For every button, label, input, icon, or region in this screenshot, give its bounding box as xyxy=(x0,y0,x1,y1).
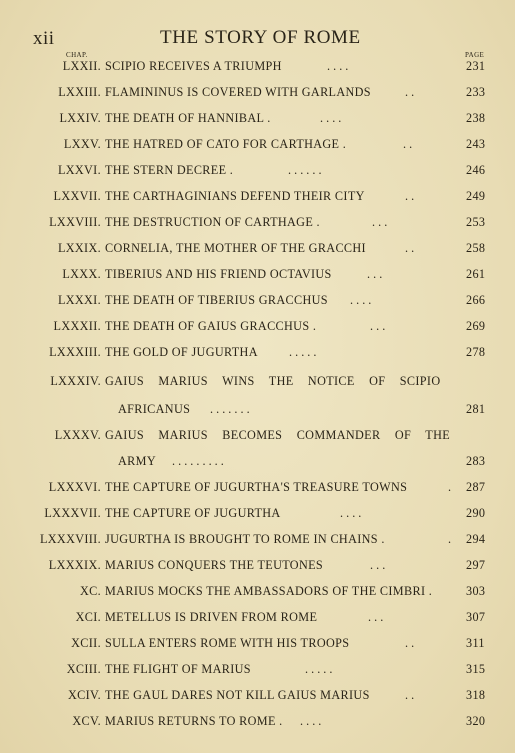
page-ref: 253 xyxy=(466,215,486,229)
toc-entry xyxy=(0,293,515,311)
chapter-number: LXXXV. xyxy=(54,428,101,442)
page-ref: 297 xyxy=(466,558,486,572)
dot-leader: . . xyxy=(405,85,415,99)
dot-leader: . . . . . . . xyxy=(210,402,250,416)
page-column-label: PAGE xyxy=(465,51,485,59)
chapter-number: LXXX. xyxy=(62,267,101,281)
chapter-title: THE GOLD OF JUGURTHA xyxy=(105,345,258,359)
page-ref: 315 xyxy=(466,662,486,676)
chapter-title: THE STERN DECREE . xyxy=(105,163,234,177)
page-ref: 281 xyxy=(466,402,486,416)
chapter-title: THE DEATH OF HANNIBAL . xyxy=(105,111,271,125)
chapter-number: LXXIII. xyxy=(58,85,101,99)
chapter-number: LXXXIX. xyxy=(48,558,101,572)
chapter-title: FLAMININUS IS COVERED WITH GARLANDS xyxy=(105,85,371,99)
toc-entry xyxy=(0,241,515,259)
chapter-number: LXXVI. xyxy=(57,163,101,177)
chapter-number: XCV. xyxy=(72,714,101,728)
chapter-title: THE FLIGHT OF MARIUS xyxy=(105,662,251,676)
dot-leader: . . . . xyxy=(340,506,362,520)
chapter-title: JUGURTHA IS BROUGHT TO ROME IN CHAINS . xyxy=(105,532,385,546)
chapter-title: GAIUS MARIUS BECOMES COMMANDER OF THE xyxy=(105,428,451,442)
toc-entry xyxy=(0,345,515,363)
page-ref: 269 xyxy=(466,319,486,333)
page-number: xii xyxy=(33,28,55,49)
dot-leader: . . xyxy=(403,137,413,151)
chapter-title: THE DEATH OF TIBERIUS GRACCHUS xyxy=(105,293,328,307)
chapter-number: LXXIX. xyxy=(57,241,101,255)
dot-leader: . . . . xyxy=(350,293,372,307)
toc-entry xyxy=(0,267,515,285)
page-ref: 261 xyxy=(466,267,486,281)
chapter-number: LXXXIII. xyxy=(49,345,101,359)
chapter-number: LXXV. xyxy=(63,137,101,151)
dot-leader: . . . . . . . . . xyxy=(172,454,224,468)
page-ref: 320 xyxy=(466,714,486,728)
page-ref: 294 xyxy=(466,532,486,546)
toc-entry xyxy=(0,163,515,181)
chapter-title: THE GAUL DARES NOT KILL GAIUS MARIUS xyxy=(105,688,370,702)
toc-entry xyxy=(0,215,515,233)
chapter-number: LXXIV. xyxy=(59,111,101,125)
chapter-title: THE DEATH OF GAIUS GRACCHUS . xyxy=(105,319,317,333)
chapter-number: XCIV. xyxy=(67,688,101,702)
chapter-column-label: CHAP. xyxy=(66,51,88,59)
dot-leader: . . . . . xyxy=(289,345,317,359)
toc-entry xyxy=(0,688,515,706)
chapter-number: LXXVIII. xyxy=(49,215,101,229)
toc-entry xyxy=(0,662,515,680)
page-ref: 238 xyxy=(466,111,486,125)
page-ref: 231 xyxy=(466,59,486,73)
chapter-number: LXXXIV. xyxy=(50,374,101,388)
chapter-number: XC. xyxy=(79,584,101,598)
toc-entry xyxy=(0,480,515,498)
toc-entry xyxy=(0,584,515,602)
dot-leader: . . . . xyxy=(320,111,342,125)
dot-leader: . xyxy=(448,480,452,494)
toc-entry xyxy=(0,59,515,77)
dot-leader: . . . . . . xyxy=(288,163,322,177)
chapter-title: THE DESTRUCTION OF CARTHAGE . xyxy=(105,215,320,229)
running-title: THE STORY OF ROME xyxy=(160,27,361,48)
dot-leader: . xyxy=(448,532,452,546)
chapter-title: SCIPIO RECEIVES A TRIUMPH xyxy=(105,59,282,73)
toc-entry xyxy=(0,610,515,628)
toc-entry xyxy=(0,428,515,446)
toc-entry xyxy=(0,714,515,732)
dot-leader: . . . . xyxy=(300,714,322,728)
dot-leader: . . . xyxy=(367,267,383,281)
dot-leader: . . xyxy=(405,241,415,255)
dot-leader: . . . xyxy=(370,319,386,333)
chapter-title: MARIUS MOCKS THE AMBASSADORS OF THE CIMBRI . xyxy=(105,584,433,598)
page-ref: 278 xyxy=(466,345,486,359)
dot-leader: . . . . . xyxy=(305,662,333,676)
chapter-number: XCII. xyxy=(71,636,101,650)
chapter-title: ARMY xyxy=(118,454,156,468)
chapter-title: THE CAPTURE OF JUGURTHA'S TREASURE TOWNS xyxy=(105,480,408,494)
chapter-title: CORNELIA, THE MOTHER OF THE GRACCHI xyxy=(105,241,366,255)
toc-entry xyxy=(0,558,515,576)
chapter-title: TIBERIUS AND HIS FRIEND OCTAVIUS xyxy=(105,267,332,281)
chapter-number: XCI. xyxy=(75,610,101,624)
dot-leader: . . xyxy=(405,688,415,702)
chapter-number: LXXXVI. xyxy=(48,480,101,494)
chapter-number: XCIII. xyxy=(66,662,101,676)
toc-entry-continued xyxy=(0,402,515,420)
page-ref: 266 xyxy=(466,293,486,307)
toc-entry xyxy=(0,189,515,207)
page-ref: 243 xyxy=(466,137,486,151)
toc-entry xyxy=(0,111,515,129)
page-ref: 303 xyxy=(466,584,486,598)
chapter-title: MARIUS CONQUERS THE TEUTONES xyxy=(105,558,324,572)
chapter-title: METELLUS IS DRIVEN FROM ROME xyxy=(105,610,318,624)
dot-leader: . . . xyxy=(368,610,384,624)
chapter-number: LXXXVIII. xyxy=(39,532,101,546)
page-ref: 258 xyxy=(466,241,486,255)
page-ref: 283 xyxy=(466,454,486,468)
chapter-number: LXXXII. xyxy=(53,319,101,333)
dot-leader: . . xyxy=(405,636,415,650)
dot-leader: . . . . xyxy=(327,59,349,73)
chapter-title: THE CARTHAGINIANS DEFEND THEIR CITY xyxy=(105,189,365,203)
dot-leader: . . xyxy=(405,189,415,203)
toc-entry xyxy=(0,85,515,103)
chapter-title: THE HATRED OF CATO FOR CARTHAGE . xyxy=(105,137,347,151)
toc-entry xyxy=(0,374,515,392)
chapter-title: SULLA ENTERS ROME WITH HIS TROOPS xyxy=(105,636,350,650)
page-ref: 249 xyxy=(466,189,486,203)
page-ref: 290 xyxy=(466,506,486,520)
page-ref: 318 xyxy=(466,688,486,702)
toc-entry xyxy=(0,506,515,524)
chapter-number: LXXXI. xyxy=(57,293,101,307)
toc-entry xyxy=(0,137,515,155)
toc-entry-continued xyxy=(0,454,515,472)
chapter-number: LXXII. xyxy=(62,59,101,73)
toc-entry xyxy=(0,636,515,654)
page-ref: 287 xyxy=(466,480,486,494)
page-ref: 233 xyxy=(466,85,486,99)
page-ref: 246 xyxy=(466,163,486,177)
page-ref: 311 xyxy=(466,636,485,650)
chapter-title: AFRICANUS xyxy=(118,402,191,416)
dot-leader: . . . xyxy=(372,215,388,229)
chapter-title: MARIUS RETURNS TO ROME . xyxy=(105,714,283,728)
chapter-title: THE CAPTURE OF JUGURTHA xyxy=(105,506,281,520)
page-ref: 307 xyxy=(466,610,486,624)
toc-entry xyxy=(0,319,515,337)
chapter-number: LXXXVII. xyxy=(44,506,101,520)
chapter-number: LXXVII. xyxy=(53,189,101,203)
dot-leader: . . . xyxy=(370,558,386,572)
chapter-title: GAIUS MARIUS WINS THE NOTICE OF SCIPIO xyxy=(105,374,441,388)
toc-entry xyxy=(0,532,515,550)
